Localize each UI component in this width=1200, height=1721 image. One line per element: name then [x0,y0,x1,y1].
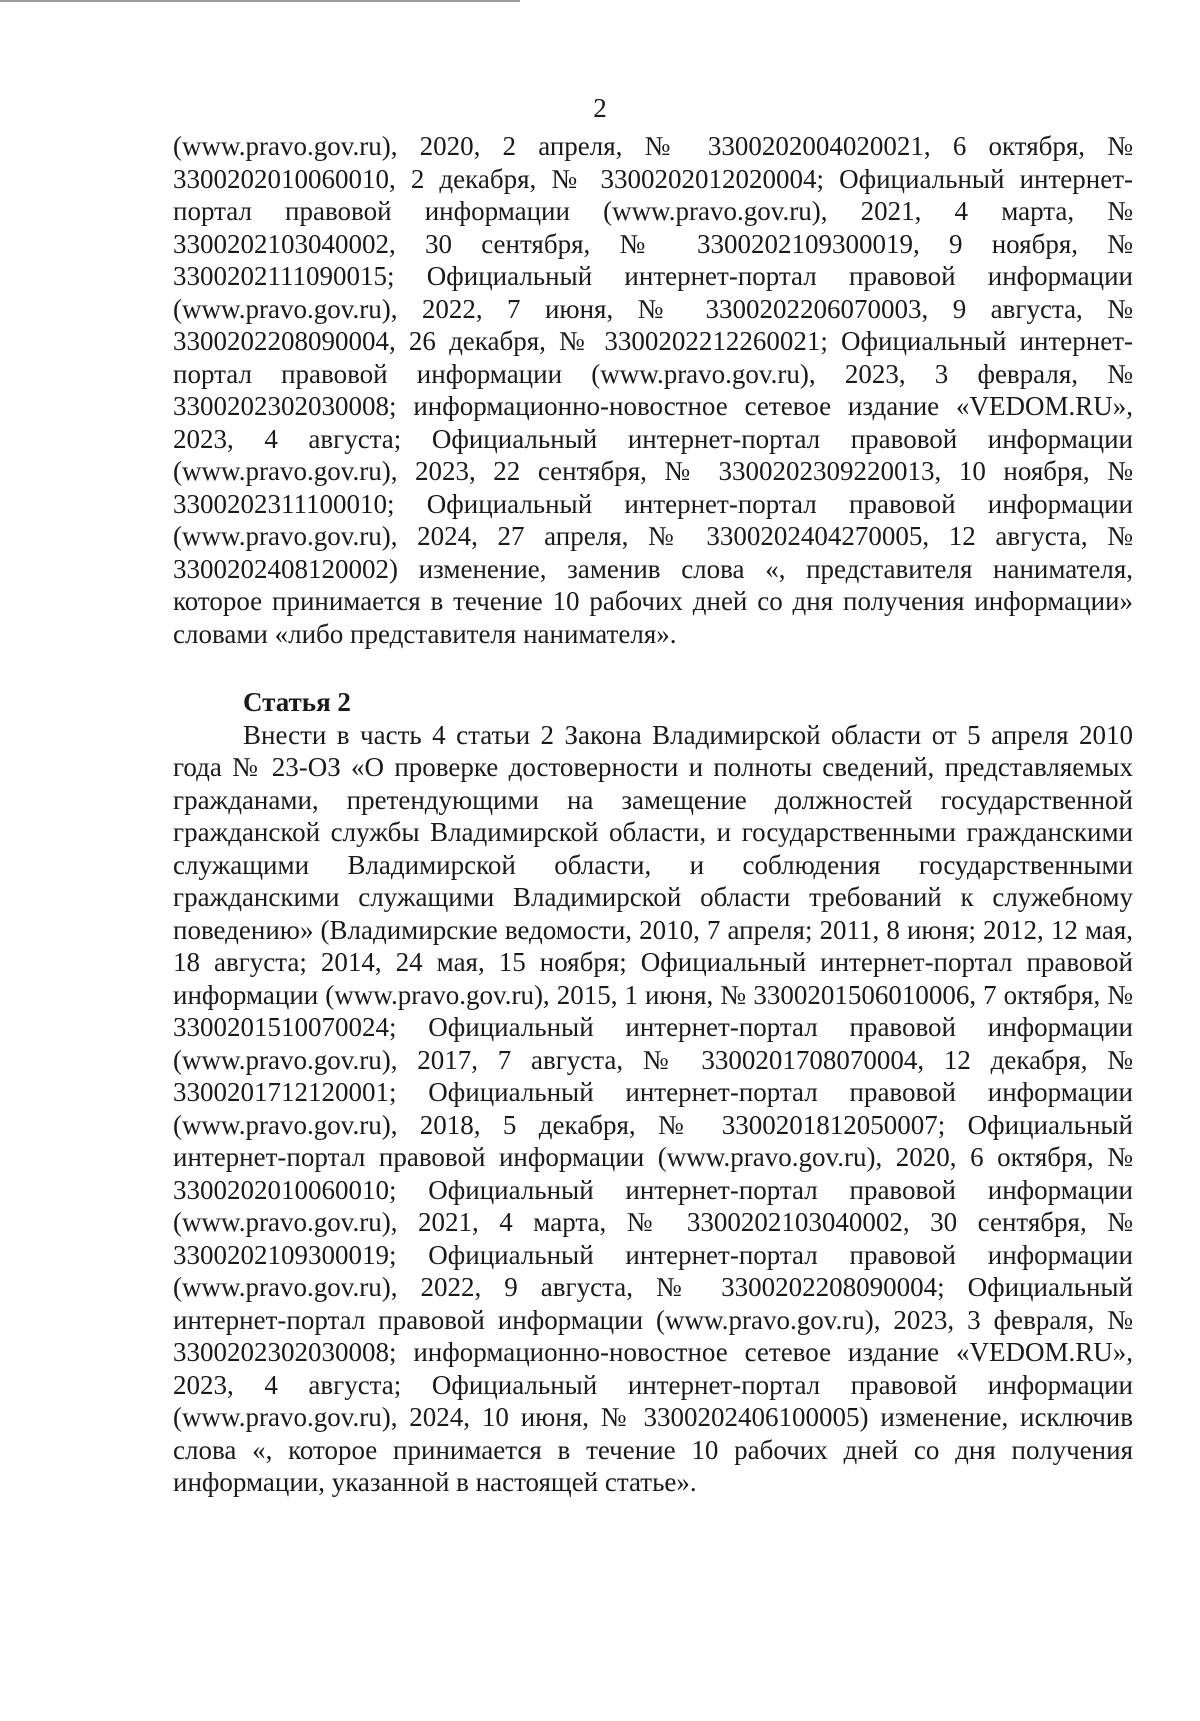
page-number: 2 [593,93,607,123]
article-2-paragraph: Внести в часть 4 статьи 2 Закона Владимирской области от 5 апреля 2010 года № 23-ОЗ «О проверке достоверности и полноты сведений, представляемых гражданами, претендующими на замещение должностей государственной гражданской службы Владимирской области, и государственными гражданскими служащими Владимирской области, и соблюдения государственными гражданскими служащими Владимирской области требований к служебному поведению» (Владимирские ведомости, 2010, 7 апреля; 2011, 8 июня; 2012, 12 мая, 18 августа; 2014, 24 мая, 15 ноября; Официальный интернет-портал правовой информации (www.pravo.gov.ru), 2015, 1 июня, № 3300201506010006, 7 октября, № 3300201510070024; Официальный интернет-портал правовой информации (www.pravo.gov.ru), 2017, 7 августа, № 3300201708070004, 12 декабря, № 3300201712120001; Официальный интернет-портал правовой информации (www.pravo.gov.ru), 2018, 5 декабря, № 3300201812050007; Официальный интернет-портал правовой информации (www.pravo.gov.ru), 2020, 6 октября, № 3300202010060010; Официальный интернет-портал правовой информации (www.pravo.gov.ru), 2021, 4 марта, № 3300202103040002, 30 сентября, № 3300202109300019; Официальный интернет-портал правовой информации (www.pravo.gov.ru), 2022, 9 августа, № 3300202208090004; Официальный интернет-портал правовой информации (www.pravo.gov.ru), 2023, 3 февраля, № 3300202302030008; информационно-новостное сетевое издание «VEDOM.RU», 2023, 4 августа; Официальный интернет-портал правовой информации (www.pravo.gov.ru), 2024, 10 июня, № 3300202406100005) изменение, исключив слова «, которое принимается в течение 10 рабочих дней со дня получения информации, указанной в настоящей статье». [173,719,1133,1497]
article-2-heading: Статья 2 [243,687,351,717]
document-body [173,130,1133,1499]
top-scan-edge-line [0,0,520,2]
continuation-paragraph: (www.pravo.gov.ru), 2020, 2 апреля, № 3300202004020021, 6 октября, № 3300202010060010, 2 декабря, № 3300202012020004; Официальный интернет-портал правовой информации (www.pravo.gov.ru), 2021, 4 марта, № 3300202103040002, 30 сентября, № 3300202109300019, 9 ноября, № 3300202111090015; Официальный интернет-портал правовой информации (www.pravo.gov.ru), 2022, 7 июня, № 3300202206070003, 9 августа, № 3300202208090004, 26 декабря, № 3300202212260021; Официальный интернет-портал правовой информации (www.pravo.gov.ru), 2023, 3 февраля, № 3300202302030008; информационно-новостное сетевое издание «VEDOM.RU», 2023, 4 августа; Официальный интернет-портал правовой информации (www.pravo.gov.ru), 2023, 22 сентября, № 3300202309220013, 10 ноября, № 3300202311100010; Официальный интернет-портал правовой информации (www.pravo.gov.ru), 2024, 27 апреля, № 3300202404270005, 12 августа, № 3300202408120002) изменение, заменив слова «, представителя нанимателя, которое принимается в течение 10 рабочих дней со дня получения информации» словами «либо представителя нанимателя». [173,131,1133,649]
